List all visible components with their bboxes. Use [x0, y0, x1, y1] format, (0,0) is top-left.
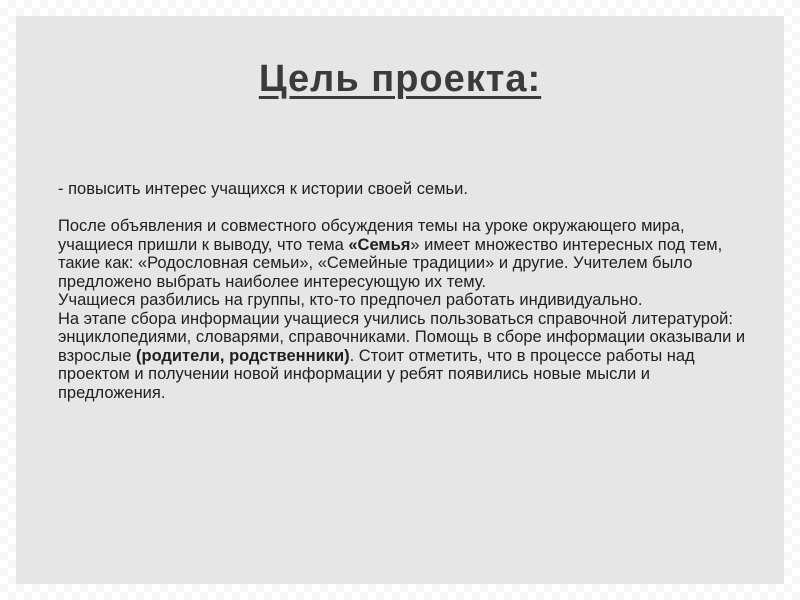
- slide-body: [58, 180, 758, 402]
- paragraph-3-bold: (родители, родственники): [136, 346, 350, 365]
- paragraph-1-bold: «Семья: [348, 235, 411, 254]
- paragraph-2: Учащиеся разбились на группы, кто-то предпочел работать индивидуально.: [58, 291, 643, 309]
- paragraph-1-part2: » имеет множество интересных под тем, такие как: «Родословная семьи», «Семейные традиции» и другие. Учителем было предложено выбрать наиболее интересующую их тему.: [58, 235, 723, 291]
- paragraph-3-part1: На этапе сбора информации учащиеся учились пользоваться справочной литературой: энциклопедиями, словарями, справочниками. Помощь в сборе информации оказывали и взрослые: [58, 309, 746, 365]
- paragraph-1-part1: После объявления и совместного обсуждения темы на уроке окружающего мира, учащиеся пришли к выводу, что тема: [58, 217, 685, 254]
- slide-title-text: Цель проекта:: [258, 58, 542, 100]
- slide-title: [0, 58, 800, 101]
- paragraph-3: [58, 310, 758, 403]
- goal-line: - повысить интерес учащихся к истории своей семьи.: [58, 180, 468, 198]
- paragraph-1: [58, 217, 758, 291]
- paragraph-3-part2: . Стоит отметить, что в процессе работы над проектом и получении новой информации у ребят появились новые мысли и предложения.: [58, 346, 695, 402]
- paragraph-gap: [58, 199, 758, 218]
